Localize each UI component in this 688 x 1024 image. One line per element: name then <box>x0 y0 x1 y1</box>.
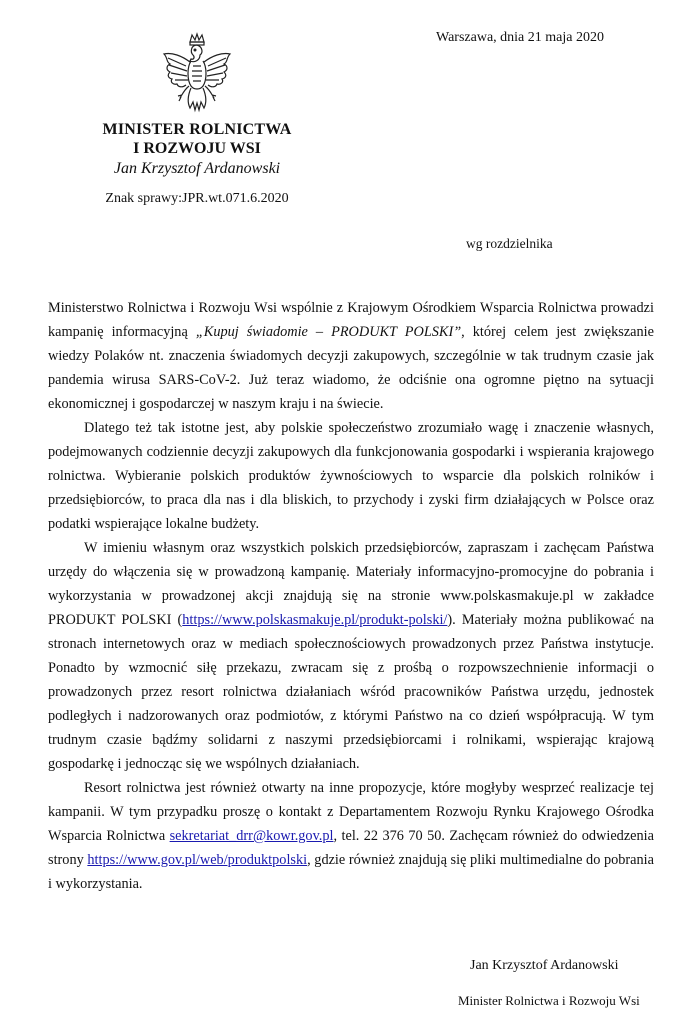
produktpolski-website-link[interactable]: https://www.gov.pl/web/produktpolski <box>87 852 308 868</box>
place-date: Warszawa, dnia 21 maja 2020 <box>436 30 604 45</box>
paragraph-3 <box>48 536 654 776</box>
produkt-polski-link[interactable]: https://www.polskasmakuje.pl/produkt-polski/ <box>182 612 448 628</box>
paragraph-4 <box>48 776 654 896</box>
paragraph-3-text-a: W imieniu własnym oraz wszystkich polskich przedsiębiorców, zapraszam i zachęcam Państwa urzędy do włączenia się w prowadzoną kampanię. Materiały informacyjno-promocyjne do pobrania i wykorzystania w prowadzonej akcji znajdują się na stronie www.polskasmakuje.pl w zakładce PRODUKT POLSKI ( <box>48 540 654 628</box>
organization-name-line2: I ROZWOJU WSI <box>133 140 261 157</box>
signature-name: Jan Krzysztof Ardanowski <box>470 958 619 973</box>
paragraph-4-text-a: Resort rolnictwa jest również otwarty na inne propozycje, które mogłyby wesprzeć realizacje tej kampanii. W tym przypadku proszę o kontakt z Departamentem Rozwoju Rynku Krajowego Ośrodka Wsparcia Rolnictwa <box>48 780 654 844</box>
letter-body <box>48 296 654 896</box>
paragraph-4-text-b: , tel. 22 376 70 50. Zachęcam również do odwiedzenia strony <box>48 828 654 868</box>
signature-title: Minister Rolnictwa i Rozwoju Wsi <box>458 993 640 1008</box>
paragraph-4-text-c: , gdzie również znajdują się pliki multimedialne do pobrania i wykorzystania. <box>48 852 654 892</box>
paragraph-1-text-a: Ministerstwo Rolnictwa i Rozwoju Wsi wspólnie z Krajowym Ośrodkiem Wsparcia Rolnictwa prowadzi kampanię informacyjną <box>48 300 654 340</box>
contact-email-link[interactable]: sekretariat_drr@kowr.gov.pl <box>169 828 334 844</box>
paragraph-3-text-b: ). Materiały można publikować na stronach internetowych oraz w mediach społecznościowych prowadzonych przez Państwa instytucje. Ponadto by wzmocnić siłę przekazu, zwracam się z prośbą o rozpowszechnienie informacji o prowadzonych przez resort rolnictwa działaniach wśród pracowników Państwa urzędu, jednostek podległych i nadzorowanych oraz podmiotów, z którymi Państwo na co dzień współpracują. W tym trudnym czasie bądźmy solidarni z naszymi przedsiębiorcami i rolnikami, wspierając krajową gospodarkę i jednocząc się we wspólnych działaniach. <box>48 612 655 772</box>
paragraph-2: Dlatego też tak istotne jest, aby polskie społeczeństwo zrozumiało wagę i znaczenie własnych, podejmowanych codziennie decyzji zakupowych dla funkcjonowania gospodarki i wspierania krajowego rolnictwa. Wybieranie polskich produktów żywnościowych to wsparcie dla polskich rolników i przedsiębiorców, to praca dla nas i dla bliskich, to przychody i zyski firm działających w Polsce oraz podatki wspierające lokalne budżety. <box>48 420 654 532</box>
organization-name-line1: MINISTER ROLNICTWA <box>102 121 292 138</box>
polish-eagle-emblem-icon <box>160 32 234 118</box>
minister-name: Jan Krzysztof Ardanowski <box>113 160 281 177</box>
paragraph-1-text-b: , której celem jest zwiększanie wiedzy Polaków nt. znaczenia świadomych decyzji zakupowych, szczególnie w tak trudnym czasie jak pandemia wirusa SARS-CoV-2. Już teraz wiadomo, że odciśnie ona ogromne piętno na sytuacji ekonomicznej i gospodarczej w naszym kraju i na świecie. <box>48 324 654 412</box>
paragraph-1 <box>48 296 654 416</box>
recipients-note: wg rozdzielnika <box>466 236 553 251</box>
case-reference: Znak sprawy:JPR.wt.071.6.2020 <box>105 191 289 206</box>
campaign-name: „Kupuj świadomie – PRODUKT POLSKI” <box>195 324 462 340</box>
